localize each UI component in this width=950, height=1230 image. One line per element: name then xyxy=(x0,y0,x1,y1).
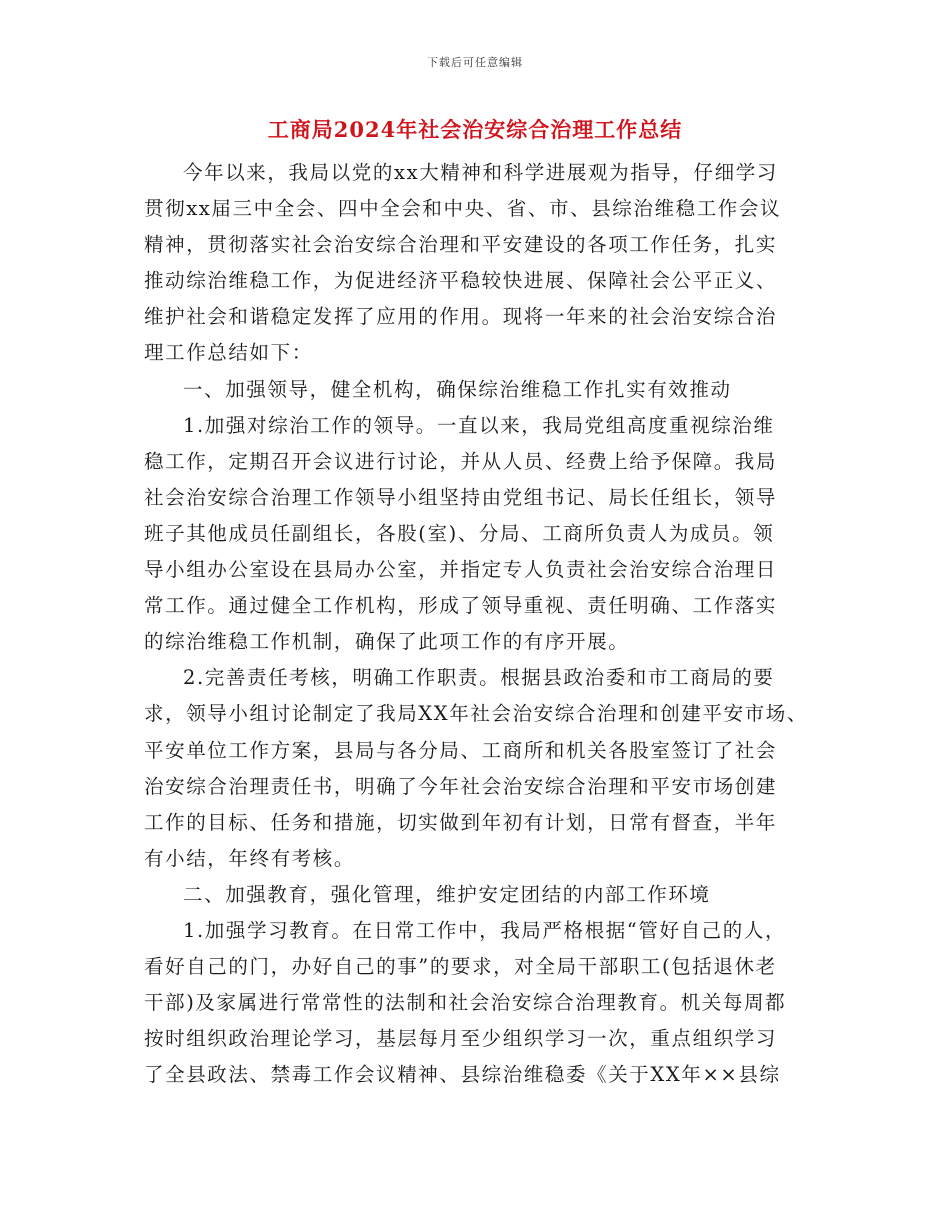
text-line: 班子其他成员任副组长，各股(室)、分局、工商所负责人为成员。领 xyxy=(144,521,775,545)
text-line: 导小组办公室设在县局办公室，并指定专人负责社会治安综合治理日 xyxy=(144,558,778,582)
text-line: 精神，贯彻落实社会治安综合治理和平安建设的各项工作任务，扎实 xyxy=(144,233,778,257)
text-line: 1.加强对综治工作的领导。一直以来，我局党组高度重视综治维 xyxy=(183,413,775,437)
document-body xyxy=(144,155,810,1093)
text-line: 稳工作，定期召开会议进行讨论，并从人员、经费上给予保障。我局 xyxy=(144,449,778,473)
text-line: 理工作总结如下： xyxy=(144,341,313,365)
text-line: 贯彻xx届三中全会、四中全会和中央、省、市、县综治维稳工作会议 xyxy=(144,197,782,221)
text-line: 看好自己的门，办好自己的事”的要求，对全局干部职工(包括退休老 xyxy=(144,955,777,979)
text-line: 2.完善责任考核，明确工作职责。根据县政治委和市工商局的要 xyxy=(183,666,775,690)
text-line: 二、加强教育，强化管理，维护安定团结的内部工作环境 xyxy=(183,882,711,906)
text-line: 今年以来，我局以党的xx大精神和科学进展观为指导，仔细学习 xyxy=(183,161,778,184)
text-line: 常工作。通过健全工作机构，形成了领导重视、责任明确、工作落实 xyxy=(144,594,778,618)
text-line: 维护社会和谐稳定发挥了应用的作用。现将一年来的社会治安综合治 xyxy=(144,305,778,329)
text-line: 干部)及家属进行常常性的法制和社会治安综合治理教育。机关每周都 xyxy=(144,991,787,1015)
text-line: 平安单位工作方案，县局与各分局、工商所和机关各股室签订了社会 xyxy=(144,738,778,762)
text-line: 一、加强领导，健全机构，确保综治维稳工作扎实有效推动 xyxy=(183,377,732,401)
text-line: 推动综治维稳工作，为促进经济平稳较快进展、保障社会公平正义、 xyxy=(144,269,778,293)
text-line: 按时组织政治理论学习，基层每月至少组织学习一次，重点组织学习 xyxy=(144,1027,778,1051)
document-title: 工商局2024年社会治安综合治理工作总结 xyxy=(267,117,683,142)
text-line: 工作的目标、任务和措施，切实做到年初有计划，日常有督查，半年 xyxy=(144,810,778,834)
header-note: 下载后可任意编辑 xyxy=(427,56,523,69)
text-line: 求，领导小组讨论制定了我局XX年社会治安综合治理和创建平安市场、 xyxy=(144,702,808,726)
text-line: 1.加强学习教育。在日常工作中，我局严格根据“管好自己的人， xyxy=(183,918,787,942)
text-line: 治安综合治理责任书，明确了今年社会治安综合治理和平安市场创建 xyxy=(144,774,778,798)
text-line: 的综治维稳工作机制，确保了此项工作的有序开展。 xyxy=(144,630,630,654)
text-line: 了全县政法、禁毒工作会议精神、县综治维稳委《关于XX年××县综 xyxy=(144,1063,781,1087)
text-line: 社会治安综合治理工作领导小组坚持由党组书记、局长任组长，领导 xyxy=(144,485,778,509)
text-line: 有小结，年终有考核。 xyxy=(144,846,356,870)
